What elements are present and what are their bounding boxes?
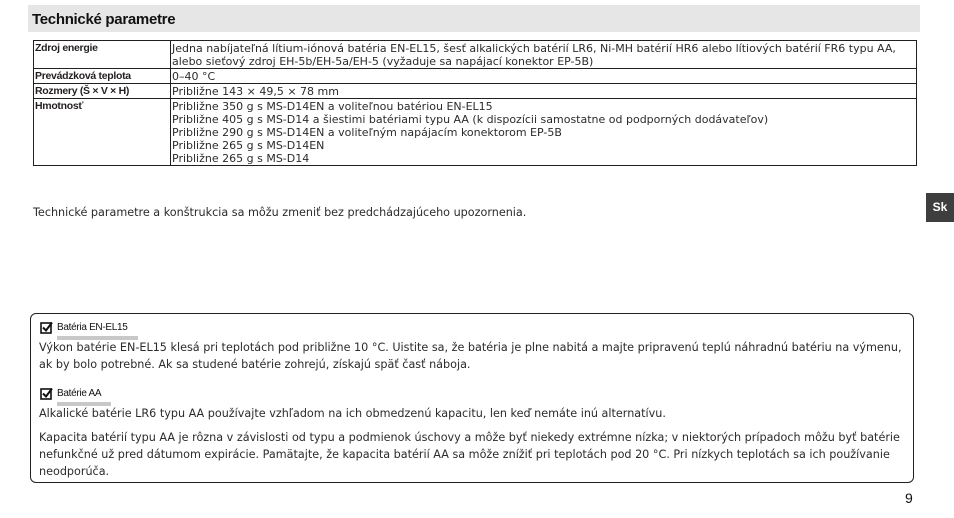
- language-tab: Sk: [926, 193, 954, 222]
- spec-value-line: Približne 290 g s MS-D14EN a voliteľným napájacím konektorom EP-5B: [172, 126, 562, 139]
- spec-value-line: Približne 405 g s MS-D14 a šiestimi batériami typu AA (k dispozícii samostatne od podporných dodávateľov): [172, 113, 769, 126]
- spec-note: Technické parametre a konštrukcia sa môžu zmeniť bez predchádzajúceho upozornenia.: [33, 206, 527, 219]
- spec-value: [171, 69, 917, 84]
- spec-value-line: Približne 350 g s MS-D14EN a voliteľnou batériou EN-EL15: [172, 100, 493, 113]
- spec-value: [171, 84, 917, 99]
- caution-paragraph: Alkalické batérie LR6 typu AA používajte vzhľadom na ich obmedzenú kapacitu, len keď nemáte inú alternatívu.: [39, 407, 666, 420]
- spec-value: [171, 99, 917, 166]
- spec-value: [171, 41, 917, 69]
- caution-heading-text: Batérie AA: [57, 385, 101, 402]
- spec-label: Prevádzková teplota: [34, 69, 171, 84]
- spec-value-line: Jedna nabíjateľná lítium-iónová batéria EN-EL15, šesť alkalických batérií LR6, Ni-MH batérií HR6 alebo lítiových batérií FR6 typu AA,: [172, 42, 896, 55]
- caution-heading: [40, 319, 128, 336]
- caution-paragraph: Výkon batérie EN-EL15 klesá pri teplotách pod približne 10 °C. Uistite sa, že batéria je plne nabitá a majte pripravenú teplú náhradnú batériu na výmenu, ak by bolo potrebné. Ak sa studené batérie zohrejú, získajú späť časť náboja.: [39, 341, 902, 371]
- table-row: [34, 99, 917, 166]
- caution-heading: [40, 385, 101, 402]
- spec-value-line: alebo sieťový zdroj EH-5b/EH-5a/EH-5 (vyžaduje sa napájací konektor EP-5B): [172, 55, 594, 68]
- table-row: [34, 69, 917, 84]
- section-title-bar: [28, 5, 920, 32]
- table-row: [34, 84, 917, 99]
- spec-value-line: Približne 265 g s MS-D14: [172, 152, 310, 165]
- spec-label: Rozmery (Š × V × H): [34, 84, 171, 99]
- page-title: Technické parametre: [32, 11, 176, 28]
- spec-value-line: Približne 143 × 49,5 × 78 mm: [172, 85, 339, 98]
- spec-value-line: 0–40 °C: [172, 70, 216, 83]
- caution-heading-text: Batéria EN-EL15: [57, 319, 128, 336]
- spec-value-line: Približne 265 g s MS-D14EN: [172, 139, 325, 152]
- checkbox-icon: [40, 321, 53, 334]
- caution-paragraph: Kapacita batérií typu AA je rôzna v závislosti od typu a podmienok úschovy a môže byť niekedy extrémne nízka; v niektorých prípadoch môžu byť batérie nefunkčné už pred dátumom expirácie. Pamätajte, že kapacita batérií AA sa môže znížiť pri teplotách pod 20 °C. Pri nízkych teplotách sa ich používanie neodporúča.: [39, 431, 900, 478]
- checkbox-icon: [40, 387, 53, 400]
- spec-label: Zdroj energie: [34, 41, 171, 69]
- spec-table: [33, 40, 917, 166]
- page-number: 9: [905, 490, 913, 506]
- caution-box: [30, 313, 914, 483]
- table-row: [34, 41, 917, 69]
- spec-label: Hmotnosť: [34, 99, 171, 166]
